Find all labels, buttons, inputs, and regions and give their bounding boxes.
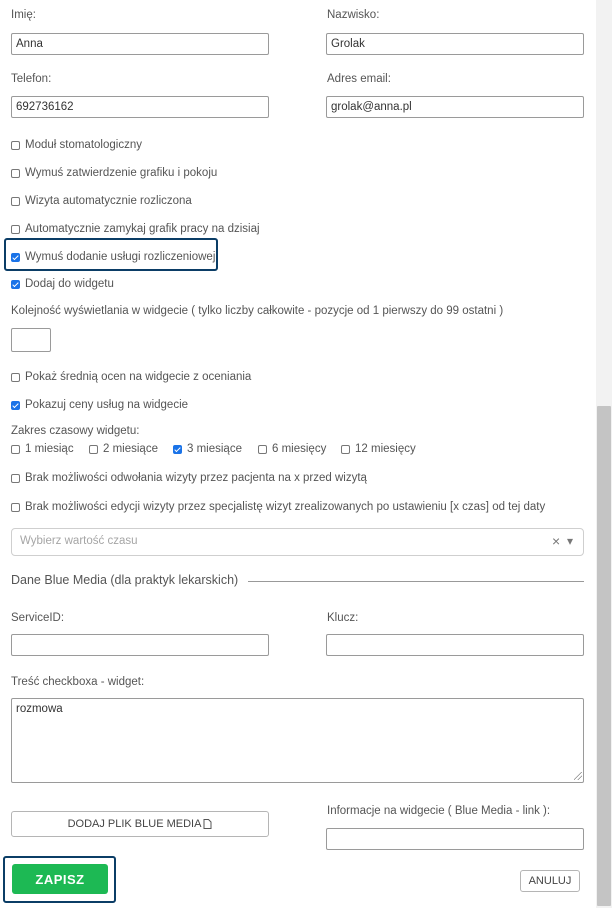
- first-name-input[interactable]: [11, 33, 269, 55]
- range-2-months-checkbox[interactable]: [89, 445, 98, 454]
- service-id-input[interactable]: [11, 634, 269, 656]
- widget-order-label: Kolejność wyświetlania w widgecie ( tylko liczby całkowite - pozycje od 1 pierwszy do 99 ostatni ): [11, 305, 504, 317]
- force-schedule-approval-checkbox[interactable]: [11, 169, 20, 178]
- first-name-label: Imię:: [11, 9, 36, 21]
- section-divider: [248, 581, 584, 582]
- upload-blue-media-label: DODAJ PLIK BLUE MEDIA: [67, 818, 202, 830]
- checkbox-text-textarea[interactable]: [11, 698, 584, 783]
- range-option-2[interactable]: [89, 441, 158, 457]
- upload-blue-media-button[interactable]: [11, 811, 269, 837]
- show-rating-label: Pokaż średnią ocen na widgecie z oceniania: [25, 371, 252, 383]
- checkbox-text-label: Treść checkboxa - widget:: [11, 676, 145, 688]
- dental-module-checkbox[interactable]: [11, 141, 20, 150]
- dental-module-checkbox-row[interactable]: [11, 137, 142, 153]
- email-input[interactable]: [326, 96, 584, 118]
- add-to-widget-checkbox[interactable]: [11, 280, 20, 289]
- widget-info-label: Informacje na widgecie ( Blue Media - link ):: [327, 805, 551, 817]
- file-icon: [203, 819, 212, 829]
- no-edit-label: Brak możliwości edycji wizyty przez specjalistę wizyt zrealizowanych po ustawieniu [x czas] od tej daty: [25, 501, 546, 513]
- chevron-down-icon[interactable]: ▾: [567, 534, 574, 548]
- email-label: Adres email:: [327, 73, 391, 85]
- range-6-months-checkbox[interactable]: [258, 445, 267, 454]
- add-to-widget-checkbox-row[interactable]: [11, 276, 114, 292]
- auto-close-schedule-checkbox-row[interactable]: [11, 221, 260, 237]
- auto-settled-checkbox-row[interactable]: [11, 193, 192, 209]
- time-select-placeholder: Wybierz wartość czasu: [20, 535, 138, 547]
- show-rating-checkbox-row[interactable]: [11, 369, 251, 385]
- force-schedule-approval-checkbox-row[interactable]: [11, 165, 217, 181]
- auto-settled-checkbox[interactable]: [11, 197, 20, 206]
- no-edit-checkbox[interactable]: [11, 503, 20, 512]
- range-3-months-label: 3 miesiące: [187, 443, 242, 455]
- dental-module-label: Moduł stomatologiczny: [25, 139, 142, 151]
- phone-input[interactable]: [11, 96, 269, 118]
- service-id-label: ServiceID:: [11, 612, 65, 624]
- range-12-months-checkbox[interactable]: [341, 445, 350, 454]
- resize-handle-icon[interactable]: [574, 772, 582, 780]
- blue-media-section-title: Dane Blue Media (dla praktyk lekarskich): [11, 573, 239, 587]
- force-schedule-approval-label: Wymuś zatwierdzenie grafiku i pokoju: [25, 167, 218, 179]
- cancel-button-label: ANULUJ: [528, 875, 572, 887]
- show-prices-checkbox-row[interactable]: [11, 397, 188, 413]
- show-rating-checkbox[interactable]: [11, 373, 20, 382]
- widget-info-input[interactable]: [326, 828, 584, 850]
- range-option-3[interactable]: [173, 441, 242, 457]
- force-billing-service-checkbox[interactable]: [11, 253, 20, 262]
- range-3-months-checkbox[interactable]: [173, 445, 182, 454]
- last-name-label: Nazwisko:: [327, 9, 380, 21]
- clear-icon[interactable]: ×: [552, 533, 561, 549]
- range-1-month-checkbox[interactable]: [11, 445, 20, 454]
- widget-order-input[interactable]: [11, 328, 51, 352]
- range-option-12[interactable]: [341, 441, 416, 457]
- force-billing-service-checkbox-row[interactable]: [11, 249, 215, 265]
- no-edit-checkbox-row[interactable]: [11, 499, 545, 515]
- no-cancel-checkbox[interactable]: [11, 474, 20, 483]
- key-input[interactable]: [326, 634, 584, 656]
- force-billing-service-label: Wymuś dodanie usługi rozliczeniowej: [25, 251, 216, 263]
- cancel-button[interactable]: [520, 870, 580, 892]
- phone-label: Telefon:: [11, 73, 52, 85]
- no-cancel-checkbox-row[interactable]: [11, 470, 367, 486]
- range-1-month-label: 1 miesiąc: [25, 443, 74, 455]
- range-6-months-label: 6 miesięcy: [272, 443, 327, 455]
- save-button[interactable]: [12, 864, 108, 894]
- show-prices-checkbox[interactable]: [11, 401, 20, 410]
- range-2-months-label: 2 miesiące: [103, 443, 158, 455]
- range-12-months-label: 12 miesięcy: [355, 443, 416, 455]
- scrollbar-thumb[interactable]: [597, 406, 611, 906]
- range-option-1[interactable]: [11, 441, 74, 457]
- key-label: Klucz:: [327, 612, 359, 624]
- auto-close-schedule-checkbox[interactable]: [11, 225, 20, 234]
- range-option-6[interactable]: [258, 441, 326, 457]
- show-prices-label: Pokazuj ceny usług na widgecie: [25, 399, 189, 411]
- widget-range-label: Zakres czasowy widgetu:: [11, 425, 140, 437]
- add-to-widget-label: Dodaj do widgetu: [25, 278, 114, 290]
- save-button-label: ZAPISZ: [35, 871, 85, 887]
- time-select[interactable]: [11, 528, 584, 556]
- last-name-input[interactable]: [326, 33, 584, 55]
- auto-close-schedule-label: Automatycznie zamykaj grafik pracy na dzisiaj: [25, 223, 260, 235]
- no-cancel-label: Brak możliwości odwołania wizyty przez pacjenta na x przed wizytą: [25, 472, 367, 484]
- auto-settled-label: Wizyta automatycznie rozliczona: [25, 195, 192, 207]
